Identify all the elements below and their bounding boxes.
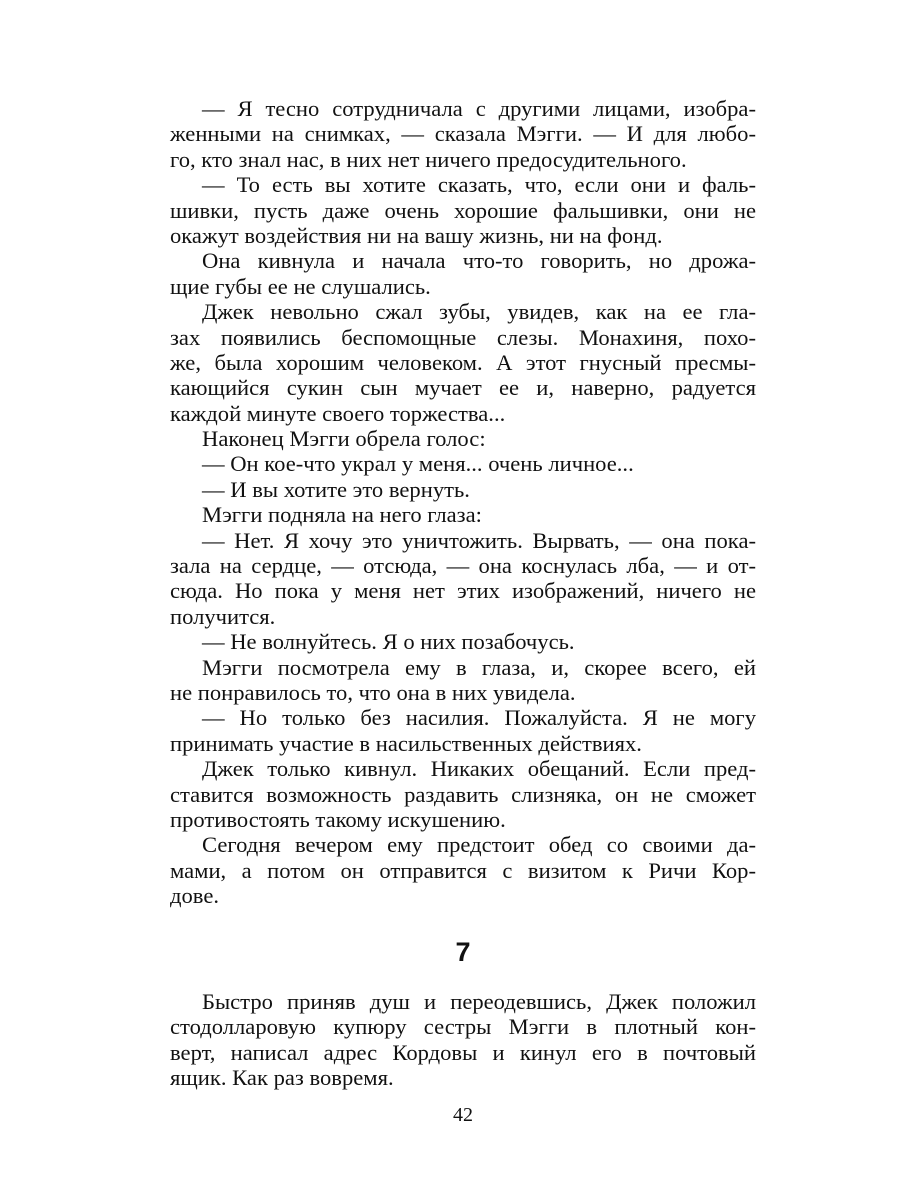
text-line: — Не волнуйтесь. Я о них позабочусь.: [202, 629, 575, 655]
text-line: ящик. Как раз вовремя.: [170, 1065, 394, 1091]
text-line: — Он кое-что украл у меня... очень личное...: [202, 451, 634, 477]
page-number: 42: [453, 1104, 473, 1126]
text-line: Наконец Мэгги обрела голос:: [202, 426, 486, 452]
text-line: стодолларовую купюру сестры Мэгги в плотный кон-: [170, 1014, 756, 1040]
chapter-text: [170, 989, 756, 1091]
text-line: щие губы ее не слушались.: [170, 273, 431, 299]
text-line: мами, а потом он отправится с визитом к Ричи Кор-: [170, 857, 756, 883]
text-line: — Нет. Я хочу это уничтожить. Вырвать, — она пока-: [202, 527, 756, 553]
text-line: шивки, пусть даже очень хорошие фальшивки, они не: [170, 197, 756, 223]
chapter-number: 7: [455, 937, 471, 967]
text-line: Она кивнула и начала что-то говорить, но дрожа-: [202, 248, 756, 274]
text-line: го, кто знал нас, в них нет ничего предосудительного.: [170, 146, 687, 172]
text-line: же, была хорошим человеком. А этот гнусный пресмы-: [170, 349, 756, 375]
text-line: каждой минуте своего торжества...: [170, 400, 506, 426]
text-line: — И вы хотите это вернуть.: [202, 476, 470, 502]
text-line: получится.: [170, 603, 276, 629]
text-line: Быстро приняв душ и переодевшись, Джек положил: [202, 989, 756, 1014]
text-line: ставится возможность раздавить слизняка, он не сможет: [170, 781, 756, 807]
text-line: — Я тесно сотрудничала с другими лицами, изобра-: [202, 96, 756, 121]
text-line: Джек только кивнул. Никаких обещаний. Если пред-: [202, 756, 756, 782]
text-line: сюда. Но пока у меня нет этих изображений, ничего не: [170, 578, 756, 604]
text-line: верт, написал адрес Кордовы и кинул его в почтовый: [170, 1039, 756, 1065]
text-line: дове.: [170, 883, 220, 909]
text-line: окажут воздействия ни на вашу жизнь, ни на фонд.: [170, 222, 663, 248]
text-line: Мэгги посмотрела ему в глаза, и, скорее всего, ей: [202, 654, 756, 680]
text-line: не понравилось то, что она в них увидела.: [170, 679, 576, 705]
text-line: принимать участие в насильственных действиях.: [170, 730, 642, 756]
text-line: кающийся сукин сын мучает ее и, наверно, радуется: [170, 375, 756, 401]
text-line: женными на снимках, — сказала Мэгги. — И для любо-: [170, 121, 756, 147]
text-line: Сегодня вечером ему предстоит обед со своими да-: [202, 832, 756, 858]
text-line: зала на сердце, — отсюда, — она коснулась лба, — и от-: [170, 553, 756, 579]
text-line: Мэгги подняла на него глаза:: [202, 502, 482, 528]
text-line: — Но только без насилия. Пожалуйста. Я не могу: [202, 705, 756, 731]
text-line: противостоять такому искушению.: [170, 806, 506, 832]
text-line: Джек невольно сжал зубы, увидев, как на ее гла-: [202, 299, 756, 325]
body-text: [170, 96, 756, 909]
text-line: — То есть вы хотите сказать, что, если они и фаль-: [202, 172, 756, 198]
text-line: зах появились беспомощные слезы. Монахиня, похо-: [170, 324, 756, 350]
